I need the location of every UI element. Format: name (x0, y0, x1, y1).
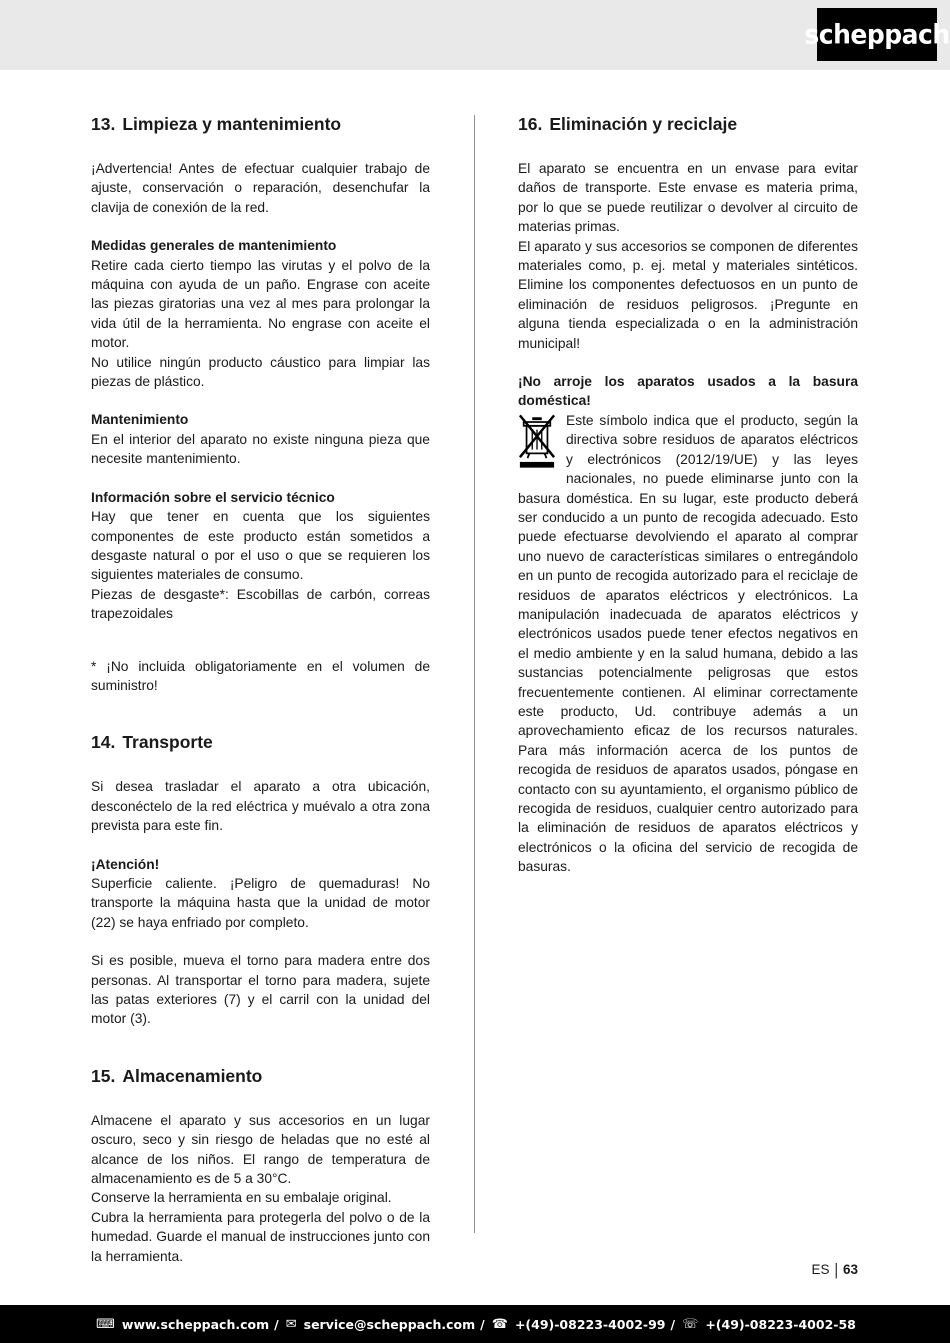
paragraph-servicio-1: Hay que tener en cuenta que los siguientes componentes de este producto están sometidos a desgaste natural o por el uso o que se requieren los siguientes materiales de consumo. (91, 509, 430, 583)
paragraph-transporte-1: Si desea trasladar el aparato a otra ubicación, desconéctelo de la red eléctrica y muévalo a otra zona prevista para este fin. (91, 779, 430, 834)
email-icon: ✉ (285, 1316, 297, 1332)
section-13-title (91, 113, 430, 135)
phone-icon: ☎ (491, 1316, 508, 1332)
paragraph-transporte-2: Si es posible, mueva el torno para madera entre dos personas. Al transportar el torno para madera, sujete las patas exteriores (7) y el carril con la unidad del motor (3). (91, 953, 430, 1027)
paragraph-almacenamiento-3: Cubra la herramienta para protegerla del polvo o de la humedad. Guarde el manual de instrucciones junto con la herramienta. (91, 1209, 430, 1264)
section-14-number: 14. (91, 732, 116, 753)
paragraph-weee (518, 411, 858, 877)
page-number-separator: | (834, 1260, 838, 1279)
section-15-title (91, 1065, 430, 1087)
paragraph-warning: ¡Advertencia! Antes de efectuar cualquier trabajo de ajuste, conservación o reparación, desenchufar la clavija de conexión de la red. (91, 161, 430, 215)
scheppach-logo (804, 8, 950, 61)
paragraph-almacenamiento-1: Almacene el aparato y sus accesorios en un lugar oscuro, seco y sin riesgo de heladas que no esté al alcance de los niños. El rango de temperatura de almacenamiento es de 5 a 30°C. (91, 1112, 430, 1187)
footer-contact-bar (0, 1305, 950, 1343)
footer-email: service@scheppach.com (303, 1316, 476, 1332)
footer-separator-2: / (480, 1316, 485, 1332)
subheading-mantenimiento: Mantenimiento (91, 412, 189, 428)
footnote-suministro: * ¡No incluida obligatoriamente en el volumen de suministro! (91, 658, 430, 693)
computer-icon: ⌨ (96, 1316, 115, 1332)
paragraph-atencion: Superficie caliente. ¡Peligro de quemaduras! No transporte la máquina hasta que la unidad de motor (22) se haya enfriado por completo. (91, 875, 430, 930)
paragraph-mantenimiento: En el interior del aparato no existe ninguna pieza que necesite mantenimiento. (91, 431, 430, 467)
section-15-title-text: Almacenamiento (122, 1065, 263, 1086)
left-column (91, 113, 430, 1266)
header-band (0, 0, 950, 70)
page-number-value: 63 (842, 1262, 858, 1277)
section-16-title (518, 113, 858, 135)
section-14-title (91, 731, 430, 753)
fax-icon: ☏ (682, 1316, 699, 1332)
page-language-code: ES (811, 1262, 830, 1277)
page-number (811, 1262, 858, 1277)
paragraph-almacenamiento-2: Conserve la herramienta en su embalaje original. (91, 1190, 392, 1206)
paragraph-medidas-2: No utilice ningún producto cáustico para limpiar las piezas de plástico. (91, 354, 430, 390)
section-13-number: 13. (91, 114, 116, 134)
footer-separator-1: / (274, 1316, 279, 1332)
column-divider (474, 115, 475, 1233)
subheading-atencion: ¡Atención! (91, 856, 160, 872)
section-16-title-text: Eliminación y reciclaje (549, 114, 738, 134)
weee-crossed-bin-icon (518, 414, 556, 469)
section-14-title-text: Transporte (122, 732, 213, 753)
section-15-number: 15. (91, 1065, 116, 1086)
subheading-medidas: Medidas generales de mantenimiento (91, 238, 337, 254)
right-column (518, 113, 858, 877)
scheppach-logo-text: scheppach (804, 19, 950, 50)
paragraph-servicio-2: Piezas de desgaste*: Escobillas de carbón, correas trapezoidales (91, 586, 430, 622)
paragraph-weee-text: Este símbolo indica que el producto, según la directiva sobre residuos de aparatos eléctricos y electrónicos (2012/19/UE) y las leyes nacionales, no puede eliminarse junto con la basura doméstica. En su lugar, este producto deberá ser conducido a un punto de recogida adecuado. Esto puede efectuarse devolviendo el aparato al comprar uno nuevo de características similares o entregándolo en un punto de recogida autorizado para el reciclaje de residuos de aparatos eléctricos y electrónicos. La manipulación inadecuada de aparatos eléctricos y electrónicos usados puede tener efectos negativos en el medio ambiente y en la salud humana, debido a las sustancias potencialmente peligrosas que estos frecuentemente contienen. Al eliminar correctamente este producto, Ud. contribuye además a un aprovechamiento eficaz de los recursos naturales. Para más información acerca de los puntos de recogida de residuos de aparatos usados, póngase en contacto con su ayuntamiento, el organismo público de recogida de residuos, cualquier centro autorizado para la eliminación de residuos de aparatos eléctricos y electrónicos o la oficina del servicio de recogida de basuras. (518, 412, 858, 875)
section-16-number: 16. (518, 114, 543, 134)
footer-phone: +(49)-08223-4002-99 (514, 1316, 666, 1332)
subheading-servicio-tecnico: Información sobre el servicio técnico (91, 489, 335, 505)
subheading-no-arroje: ¡No arroje los aparatos usados a la basura doméstica! (518, 374, 858, 409)
section-13-title-text: Limpieza y mantenimiento (122, 114, 342, 134)
paragraph-eliminacion-1: El aparato se encuentra en un envase para evitar daños de transporte. Este envase es materia prima, por lo que se puede reutilizar o devolver al circuito de materias primas. (518, 161, 858, 235)
footer-fax: +(49)-08223-4002-58 (705, 1316, 856, 1332)
paragraph-medidas-1: Retire cada cierto tiempo las virutas y el polvo de la máquina con ayuda de un paño. Engrase con aceite las piezas giratorias una vez al mes para prolongar la vida útil de la herramienta. No engrase con aceite el motor. (91, 257, 430, 351)
paragraph-eliminacion-2: El aparato y sus accesorios se componen de diferentes materiales como, p. ej. metal y materiales sintéticos. Elimine los componentes defectuosos en un punto de eliminación de residuos peligrosos. ¡Pregunte en alguna tienda especializada o en la administración municipal! (518, 238, 858, 351)
footer-website: www.scheppach.com (121, 1316, 270, 1332)
footer-separator-3: / (670, 1316, 676, 1332)
